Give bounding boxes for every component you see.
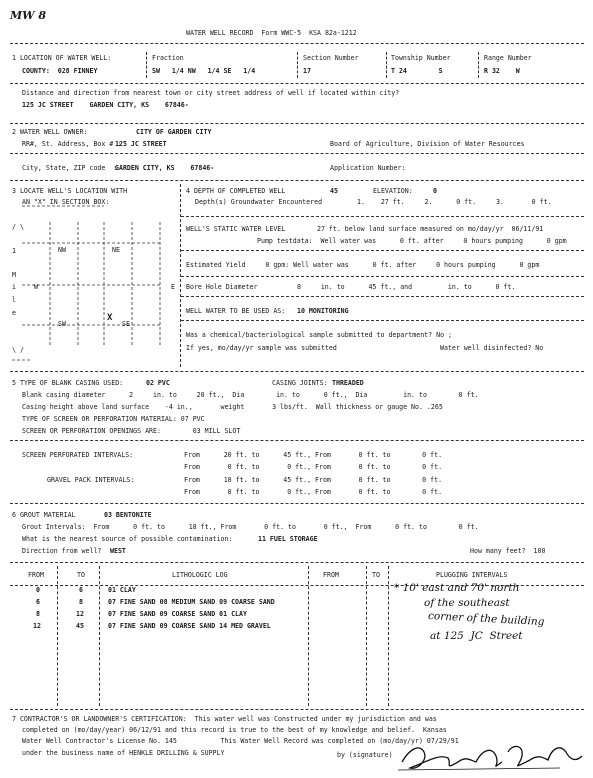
certification-line: 7 CONTRACTOR'S OR LANDOWNER'S CERTIFICATION: This water well was Constructed under my jurisdiction and was [12,715,437,723]
owner-name: CITY OF GARDEN CITY [136,128,212,136]
north-arrow: / \ [12,223,24,231]
mile-label: l [12,296,16,304]
divider [366,566,367,706]
range-label: Range Number [484,54,532,62]
county-value: COUNTY: 028 FINNEY [22,67,98,75]
gravel-row: From 18 ft. to 45 ft., From 0 ft. to 0 ft. [184,476,443,484]
well-location-mark: X [107,313,113,323]
depth-label: 4 DEPTH OF COMPLETED WELL [186,187,286,195]
elevation-value: 0 [433,187,437,195]
chem-sample-date: If yes, mo/day/yr sample was submitted [186,344,337,352]
section-label: Section Number [303,54,359,62]
elevation-label: ELEVATION: [373,187,413,195]
perforated-row: From 20 ft. to 45 ft., From 0 ft. to 0 ft. [184,451,443,459]
distance-feet: How many feet? 100 [470,547,546,555]
log-from: 6 [36,598,40,606]
handwritten-note-line: of the southeast [424,597,510,609]
gravel-label: GRAVEL PACK INTERVALS: [47,476,135,484]
log-from: 8 [36,610,40,618]
certification-line: completed on (mo/day/year) 06/12/91 and this record is true to the best of my knowledge and belief. Kansas [22,726,447,734]
divider [10,503,584,504]
log-description: 01 CLAY [108,586,136,594]
direction-label: Direction from well? [22,547,102,555]
joints-value: THREADED [332,379,364,387]
groundwater-label: Depth(s) Groundwater Encountered [195,198,323,206]
handwritten-note-line: at 125 JC Street [430,630,523,642]
quadrant-ne: NE [112,246,120,254]
signature-label: by (signature) [337,751,393,759]
perforated-label: SCREEN PERFORATED INTERVALS: [22,451,134,459]
gravel-row: From 0 ft. to 0 ft., From 0 ft. to 0 ft. [184,488,443,496]
certification-line: Water Well Contractor's License No. 145 This Water Well Record was completed on (mo/day/yr) 07/29/91 [22,737,459,745]
log-header-from-2: FROM [323,571,339,579]
divider [181,250,584,251]
divider [10,440,584,441]
mile-label: e [12,309,16,317]
location-heading: 1 LOCATION OF WATER WELL: [12,54,112,62]
divider [99,566,100,706]
log-header-plugging: PLUGGING INTERVALS [436,571,508,579]
fraction-label: Fraction [152,54,184,62]
address-value: 125 JC STREET [115,140,167,148]
corner-mark: MW 8 [10,9,47,22]
contamination-value: 11 FUEL STORAGE [258,535,318,543]
casing-label: 5 TYPE OF BLANK CASING USED: [12,379,124,387]
locate-heading-2: AN "X" IN SECTION BOX: [22,198,110,206]
mile-label: 1 [12,247,16,255]
grout-value: 03 BENTONITE [104,511,152,519]
screen-openings-line: SCREEN OR PERFORATION OPENINGS ARE: 03 MILL SLOT [22,427,241,435]
west-label: W [34,283,38,291]
disinfected-value: Water well disinfected? No [440,344,544,352]
static-level-label: WELL'S STATIC WATER LEVEL [186,225,286,233]
grout-label: 6 GROUT MATERIAL [12,511,76,519]
city-value: GARDEN CITY, KS 67846- [115,164,215,172]
divider [181,216,584,217]
board-text: Board of Agriculture, Division of Water Resources [330,140,525,148]
divider [181,320,584,321]
east-label: E [171,283,175,291]
quadrant-nw: NW [58,246,66,254]
pump-test-line: Pump testdata: Well water was 0 ft. after 0 hours pumping 0 gpm [257,237,567,245]
handwritten-note-line: * 10' east and 70' north [394,582,520,594]
quadrant-se: SE [122,320,130,328]
business-name-line: under the business name of HENKLE DRILLING & SUPPLY [22,749,225,757]
mile-label: i [12,283,16,291]
log-from: 12 [33,622,41,630]
handwritten-note-line: corner of the building [427,609,545,629]
groundwater-values: 1. 27 ft. 2. 0 ft. 3. 0 ft. [357,198,552,206]
casing-value: 02 PVC [146,379,170,387]
joints-label: CASING JOINTS: [272,379,328,387]
south-arrow: \ / [12,346,24,354]
divider [181,276,584,277]
chem-sample-question: Was a chemical/bacteriological sample submitted to department? No ; [186,331,452,339]
owner-heading: 2 WATER WELL OWNER: [12,128,88,136]
grout-intervals-line: Grout Intervals: From 0 ft. to 18 ft., From 0 ft. to 0 ft., From 0 ft. to 0 ft. [22,523,479,531]
divider [57,566,58,706]
screen-type-line: TYPE OF SCREEN OR PERFORATION MATERIAL: 07 PVC [22,415,205,423]
log-description: 07 FINE SAND 08 MEDIUM SAND 09 COARSE SAND [108,598,275,606]
static-level-value: 27 ft. below land surface measured on mo/day/yr 06/11/91 [317,225,544,233]
log-to: 12 [76,610,84,618]
log-from: 0 [36,586,40,594]
depth-value: 45 [330,187,338,195]
application-label: Application Number: [330,164,406,172]
log-header-from: FROM [28,571,44,579]
address-label: RR#, St. Address, Box # : [22,140,122,148]
form-title: WATER WELL RECORD Form WWC-5 KSA 82a-1212 [186,29,357,37]
log-description: 07 FINE SAND 09 COARSE SAND 14 MED GRAVEL [108,622,271,630]
direction-value: WEST [110,547,126,555]
distance-question: Distance and direction from nearest town or city street address of well if located within city? [22,89,400,97]
blank-casing-line: Blank casing diameter 2 in. to 20 ft., Dia in. to 0 ft., Dia in. to 0 ft. [22,391,479,399]
divider [308,566,309,706]
township-value: T 24 S [391,67,443,75]
log-to: 6 [79,586,83,594]
divider [181,296,584,297]
quadrant-sw: SW [58,320,66,328]
water-use-value: 10 MONITORING [297,307,349,315]
locate-heading: 3 LOCATE WELL'S LOCATION WITH [12,187,128,195]
mile-label: M [12,271,16,279]
water-use-label: WELL WATER TO BE USED AS: [186,307,286,315]
range-value: R 32 W [484,67,520,75]
divider [10,709,584,710]
divider [388,566,389,706]
township-label: Township Number [391,54,451,62]
distance-answer: 125 JC STREET GARDEN CITY, KS 67846- [22,101,189,109]
section-value: 17 [303,67,311,75]
fraction-value: SW 1/4 NW 1/4 SE 1/4 [152,67,256,75]
casing-height-line: Casing height above land surface -4 in., weight 3 lbs/ft. Wall thickness or gauge No. .265 [22,403,443,411]
divider [10,562,584,563]
city-label: City, State, ZIP code : [22,164,118,172]
log-header-lithology: LITHOLOGIC LOG [172,571,228,579]
log-to: 8 [79,598,83,606]
log-description: 07 FINE SAND 09 COARSE SAND 01 CLAY [108,610,247,618]
bore-value: 8 in. to 45 ft., and in. to 0 ft. [297,283,516,291]
bore-label: Bore Hole Diameter [186,283,258,291]
log-to: 45 [76,622,84,630]
perforated-row: From 0 ft. to 0 ft., From 0 ft. to 0 ft. [184,463,443,471]
divider [10,371,584,372]
log-header-to-2: TO [372,571,380,579]
log-header-to: TO [77,571,85,579]
contamination-question: What is the nearest source of possible contamination: [22,535,233,543]
estimated-yield-line: Estimated Yield 0 gpm: Well water was 0 ft. after 0 hours pumping 0 gpm [186,261,540,269]
